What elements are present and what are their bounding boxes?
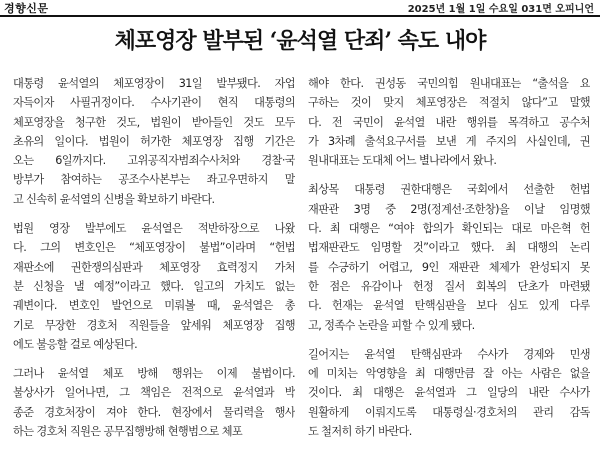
text-line: 초유의 일이다. 법원이 허가한 체포영장 집행 기간은	[13, 134, 295, 148]
text-line: 가 3차례 출석요구서를 보낸 게 주지의 사실인데, 권	[308, 134, 590, 148]
paragraph-gap	[13, 209, 295, 219]
text-line: 구하는 것이 맞지 체포영장은 적절치 않다”고 말했	[308, 96, 590, 110]
article-paragraph	[13, 364, 295, 441]
text-line: 하는 경호처 직원은 공무집행방해 현행범으로 체포	[13, 425, 243, 439]
text-line: 법원 영장 발부에도 윤석열은 적반하장으로 나왔	[13, 222, 295, 236]
text-line: 원활하게 이뤄지도록 대통령실·경호처의 관리 감독	[308, 405, 590, 419]
article-column-right	[308, 74, 590, 463]
article-paragraph	[308, 180, 590, 334]
text-line: 에 미치는 악영향을 최 대행만큼 잘 아는 사람은 없을	[308, 367, 590, 381]
text-line: 다. 전 국민이 윤석열 내란 행위를 목격하고 공수처	[308, 115, 590, 129]
text-line: 를 수긍하기 어렵고, 9인 재판관 체제가 완성되지 못	[308, 260, 590, 274]
text-line: 불상사가 일어나면, 그 책임은 전적으로 윤석열과 박	[13, 386, 295, 400]
text-line: 한 점은 유감이나 헌정 질서 회복의 단초가 마련됐	[308, 279, 590, 293]
text-line: 오는 6일까지다. 고위공직자범죄수사처와 경찰·국	[13, 154, 295, 168]
text-line: 다. 그의 변호인은 “체포영장이 불법”이라며 “헌법	[13, 241, 295, 255]
article-headline: 체포영장 발부된 ‘윤석열 단죄’ 속도 내야	[114, 28, 486, 54]
article-paragraph	[13, 219, 295, 354]
text-line: 고 신속히 윤석열의 신병을 확보하기 바란다.	[13, 192, 215, 206]
paragraph-gap	[13, 354, 295, 364]
article-paragraph	[308, 74, 590, 170]
text-line: 기로 무장한 경호처 직원들을 앞세워 체포영장 집행	[13, 318, 295, 332]
article-paragraph	[13, 74, 295, 209]
text-line: 재판소에 권한쟁의심판과 체포영장 효력정지 가처	[13, 260, 295, 274]
text-line: 길어지는 윤석열 탄핵심판과 수사가 경제와 민생	[308, 347, 590, 361]
newspaper-masthead: 경향신문	[4, 2, 49, 15]
text-line: 고, 정족수 논란을 피할 수 있게 됐다.	[308, 318, 475, 332]
text-line: 분 신청을 낼 예정”이라고 했다. 일고의 가치도 없는	[13, 279, 295, 293]
text-line: 다. 헌재는 윤석열 탄핵심판을 보다 심도 있게 다루	[308, 299, 590, 313]
text-line: 체포영장을 청구한 것도, 법원이 받아들인 것도 모두	[13, 115, 295, 129]
text-line: 종준 경호처장이 져야 한다. 현장에서 물리력을 행사	[13, 405, 295, 419]
text-line: 해야 한다. 권성동 국민의힘 원내대표는 “출석을 요	[308, 77, 590, 90]
text-line: 원내대표는 도대체 어느 별나라에서 왔나.	[308, 154, 497, 168]
text-line: 방부가 참여하는 공조수사본부는 좌고우면하지 말	[13, 173, 295, 187]
text-line: 재판관 3명 중 2명(정계선·조한창)을 이날 임명했	[308, 202, 590, 216]
text-line: 궤변이다. 변호인 발언으로 미뤄볼 때, 윤석열은 총	[13, 299, 295, 313]
paragraph-gap	[308, 170, 590, 180]
article-paragraph	[308, 345, 590, 441]
text-line: 자득이자 사필귀정이다. 수사기관이 현직 대통령의	[13, 96, 295, 110]
text-line: 것이다. 최 대행은 윤석열과 그 일당의 내란 수사가	[308, 386, 590, 400]
paragraph-gap	[308, 335, 590, 345]
dateline: 2025년 1월 1일 수요일 031면 오피니언	[407, 4, 594, 15]
text-line: 대통령 윤석열의 체포영장이 31일 발부됐다. 자업	[13, 77, 295, 90]
text-line: 도 철저히 하기 바란다.	[308, 425, 412, 439]
text-line: 최상목 대통령 권한대행은 국회에서 선출한 헌법	[308, 183, 590, 197]
text-line: 에도 불응할 걸로 예상된다.	[13, 337, 138, 351]
header-rule	[0, 15, 600, 17]
article-column-left	[13, 74, 295, 463]
text-line: 법재판관도 임명할 것”이라고 했다. 최 대행의 논리	[308, 241, 590, 255]
text-line: 다. 최 대행은 “여야 합의가 확인되는 대로 마은혁 헌	[308, 222, 590, 236]
text-line: 그러나 윤석열 체포 방해 행위는 이제 불법이다.	[13, 367, 295, 381]
page-header	[0, 0, 600, 14]
